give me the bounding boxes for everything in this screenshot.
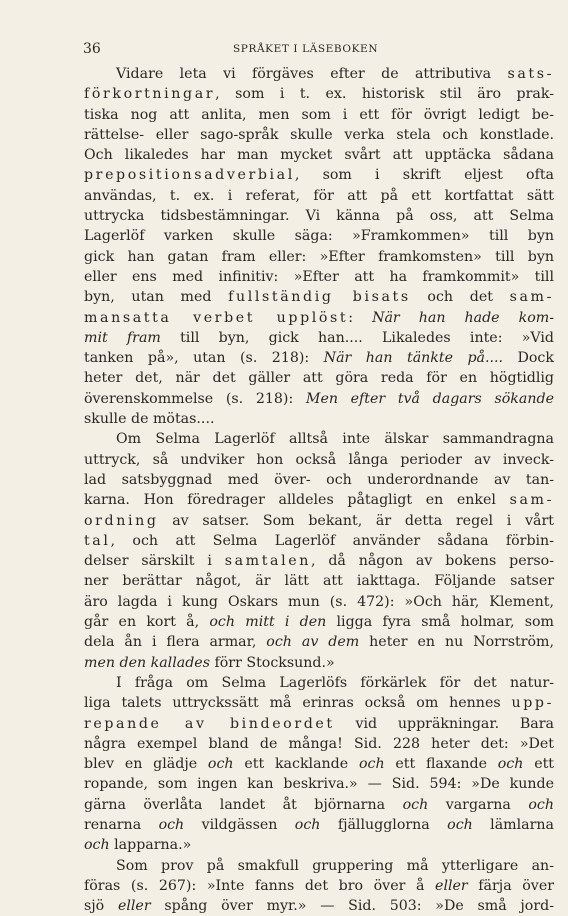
text-run: förr Stocksund.» [209, 654, 335, 671]
italic-text: och [158, 816, 185, 833]
text-run: I fråga om Selma Lagerlöfs förkärlek för det natur- [116, 674, 554, 691]
text-run: Om Selma Lagerlöf alltså inte älskar sammandragna [116, 431, 554, 448]
text-run: delser särskilt i [84, 553, 225, 570]
text-run: äro lagda i kung Oskars mun (s. 472): »Och här, Klement, [84, 593, 554, 610]
text-run: heter det, när det gäller att göra reda för en högtidlig [84, 370, 554, 387]
text-run: lapparna.» [109, 837, 192, 854]
spaced-text: prepositionsadverbial [84, 167, 295, 184]
text-run: , som i skrift eljest ofta [294, 167, 554, 184]
italic-text: och [447, 816, 473, 833]
text-line [84, 64, 554, 84]
italic-text: När han hade kom- [372, 309, 554, 326]
text-line [84, 774, 554, 794]
italic-text: men den kallades [84, 654, 210, 671]
text-run: ett [523, 756, 554, 773]
text-run: vid uppräkningar. Bara [334, 715, 555, 732]
text-run: , då någon av bokens perso- [310, 553, 554, 570]
text-line [84, 734, 554, 754]
italic-text: och [402, 796, 429, 813]
text-run: vildgässen [184, 816, 295, 833]
text-line [84, 145, 554, 165]
italic-text: och av dem [266, 634, 360, 651]
text-line [84, 165, 554, 185]
text-run: heter en nu Norrström, [359, 634, 554, 651]
text-run: ett kacklande [233, 756, 359, 773]
text-line [84, 673, 554, 693]
text-line [84, 815, 554, 835]
text-line [84, 592, 554, 612]
text-run: sjö [84, 898, 118, 915]
italic-text: eller [435, 877, 468, 894]
text-run: Och likaledes har man mycket svårt att upptäcka sådana [84, 147, 554, 164]
text-run: går en kort å, [84, 614, 210, 631]
italic-text: När han tänkte på.... [323, 350, 504, 367]
text-line [84, 105, 554, 125]
text-line [84, 511, 554, 531]
text-run: föras (s. 267): »Inte fanns det bro över å [84, 877, 436, 894]
text-run: skulle de mötas.... [84, 411, 215, 428]
text-run: spång över myr.» — Sid. 503: »De små jord- [150, 898, 554, 915]
text-run: av satser. Som bekant, är detta regel i vårt [158, 512, 554, 529]
text-run: några exempel bland de många! Sid. 228 heter det: »Det [84, 735, 554, 752]
spaced-text: sam- [509, 289, 554, 306]
italic-text: och [528, 796, 555, 813]
italic-text: Men efter två dagars sökande [305, 390, 554, 407]
italic-text: och [207, 756, 234, 773]
spaced-text: samtalen [224, 553, 311, 570]
text-line [84, 84, 554, 104]
text-line [84, 693, 554, 713]
text-run: rättelse- eller sago-språk skulle verka stela och konstlade. [84, 126, 554, 143]
text-run: eller ens med infinitiv: »Efter att ha framkommit» till [84, 268, 554, 285]
text-run: Som prov på smakfull gruppering må ytterligare an- [116, 857, 554, 874]
text-line [84, 795, 554, 815]
text-line [84, 267, 554, 287]
text-line [84, 876, 554, 896]
italic-text: och [358, 756, 385, 773]
text-line [84, 470, 554, 490]
text-line [84, 653, 554, 673]
text-run: uttrycka tidsbestämningar. Vi känna på oss, att Selma [84, 208, 554, 225]
text-line [84, 551, 554, 571]
spaced-text: tal [84, 532, 111, 549]
spaced-text: ordning [84, 512, 159, 529]
text-line [84, 490, 554, 510]
text-line [84, 247, 554, 267]
italic-text: och [497, 756, 524, 773]
text-line [84, 368, 554, 388]
page-number: 36 [83, 41, 101, 57]
italic-text: och [294, 816, 321, 833]
text-run: användas, t. ex. i referat, för att på ett kortfattat sätt [84, 187, 554, 204]
text-run: : [348, 309, 373, 326]
text-line [84, 450, 554, 470]
text-line [84, 186, 554, 206]
text-run: fjällugglorna [320, 816, 448, 833]
body-text [84, 64, 554, 916]
text-run: och det [410, 289, 510, 306]
text-run: , som i t. ex. historisk stil äro prak- [215, 86, 554, 103]
text-line [84, 125, 554, 145]
text-run: blev en glädje [84, 756, 208, 773]
text-run: byn, utan med [84, 289, 229, 306]
italic-text: eller [117, 898, 151, 915]
italic-text: och mitt i den [209, 614, 327, 631]
text-line [84, 531, 554, 551]
text-run: dela ån i flera armar, [84, 634, 267, 651]
text-run: vargarna [428, 796, 529, 813]
spaced-text: sam- [509, 492, 554, 509]
text-run: Lagerlöf varken skulle säga: »Framkommen» till byn [84, 228, 554, 245]
text-run: överenskommelse (s. 218): [84, 390, 306, 407]
text-run: gick han gatan fram eller: »Efter framkomsten» till byn [84, 248, 554, 265]
text-run: till byn, gick han.... Likaledes inte: »Vid [160, 329, 554, 346]
text-run: ligga fyra små holmar, som [326, 614, 554, 631]
text-run: tiska nog att anlita, men som i ett för övrigt ledigt be- [84, 106, 554, 123]
text-line [84, 571, 554, 591]
text-line [84, 226, 554, 246]
text-line [84, 612, 554, 632]
text-line [84, 287, 554, 307]
text-line [84, 429, 554, 449]
text-line [84, 389, 554, 409]
page-header [83, 40, 483, 58]
text-run: liga talets uttryckssätt må erinras också om hennes [84, 695, 512, 712]
spaced-text: upp- [511, 695, 554, 712]
text-line [84, 632, 554, 652]
text-run: gärna överlåta landet åt björnarna [84, 796, 403, 813]
text-run: Vidare leta vi förgäves efter de attributiva [116, 66, 508, 82]
text-run: ropande, som ingen kan beskriva.» — Sid. 594: »De kunde [84, 776, 554, 793]
running-head: SPRÅKET I LÄSEBOKEN [233, 43, 379, 55]
spaced-text: repande av bindeordet [84, 715, 335, 732]
text-run: ett flaxande [384, 756, 498, 773]
spaced-text: förkortningar [84, 86, 216, 103]
text-line [84, 754, 554, 774]
text-line [84, 714, 554, 734]
text-run: , och att Selma Lagerlöf använder sådana förbin- [110, 532, 554, 549]
text-line [84, 328, 554, 348]
spaced-text: fullständig bisats [228, 289, 411, 306]
italic-text: och [84, 837, 110, 854]
spaced-text: mansatta verbet upplöst [84, 309, 349, 326]
text-line [84, 856, 554, 876]
text-run: renarna [84, 816, 159, 833]
text-line [84, 409, 554, 429]
text-run: lämlarna [472, 816, 554, 833]
text-line [84, 348, 554, 368]
text-run: Dock [503, 350, 554, 367]
text-run: tanken på», utan (s. 218): [84, 350, 324, 367]
text-line [84, 835, 554, 855]
spaced-text: sats- [507, 66, 554, 82]
text-run: uttryck, så undviker hon också långa perioder av inveck- [84, 451, 554, 468]
text-run: ner berättar något, är lätt att iakttaga. Följande satser [84, 573, 554, 590]
text-line [84, 206, 554, 226]
text-run: lad satsbyggnad med över- och underordnande av tan- [84, 471, 554, 488]
text-line [84, 308, 554, 328]
text-run: karna. Hon föredrager alldeles påtagligt en enkel [84, 492, 510, 509]
text-line [84, 896, 554, 916]
text-run: färja över [467, 877, 554, 894]
italic-text: mit fram [84, 329, 161, 346]
